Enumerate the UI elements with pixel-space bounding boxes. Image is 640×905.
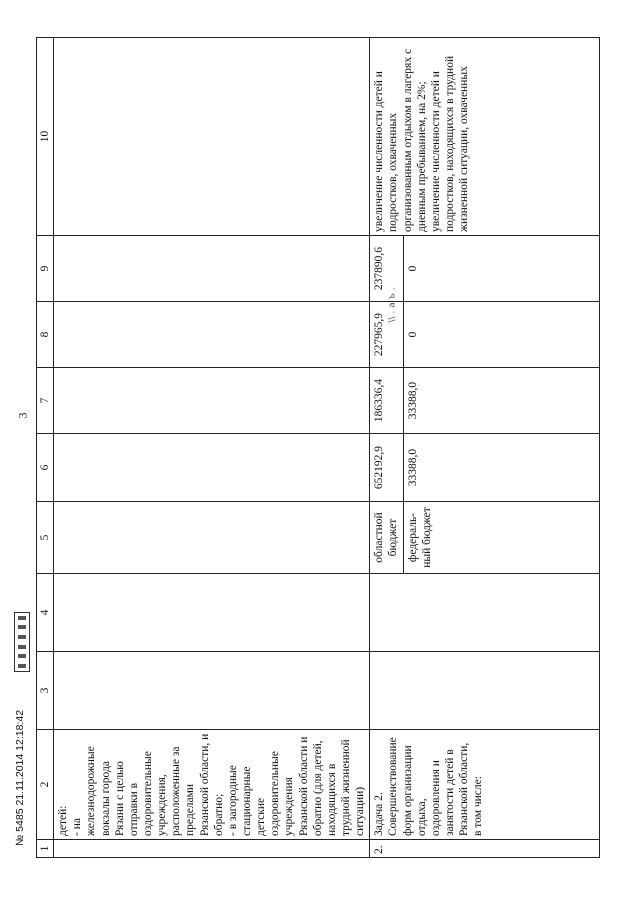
- header-col-2: 2: [37, 730, 54, 840]
- table-row: [370, 38, 403, 858]
- page-number: 3: [15, 412, 30, 419]
- doc-datetime: 21.11.2014 12:18:42: [14, 709, 26, 806]
- regional-col-6: 652192,9: [370, 434, 403, 502]
- source-federal: федераль- ный бюджет: [403, 502, 599, 574]
- header-col-1: 1: [37, 840, 54, 858]
- header-col-3: 3: [37, 652, 54, 730]
- row1-cell-10: [54, 38, 370, 236]
- federal-col-6: 33388,0: [403, 434, 599, 502]
- federal-col-7: 33388,0: [403, 368, 599, 434]
- row2-num: 2.: [370, 840, 600, 858]
- row2-description: Задача 2. Совершенствование форм организации отдыха, оздоровления и занятости детей в Рязанской области, в том числе:: [370, 730, 600, 840]
- header-col-5: 5: [37, 502, 54, 574]
- row1-description: детей: - на железнодорожные вокзалы города Рязани с целью отправки в оздоровительные учреждения, расположенные за пределами Рязанской области, и обратно; - в загородные стационарные детские оздоровительные учреждения Рязанской области и обратно (для детей, находящихся в трудной жизненной ситуации): [54, 730, 370, 840]
- table-rotated: [36, 38, 600, 858]
- doc-number: № 5485: [14, 808, 26, 846]
- row2-cell-3: [370, 652, 600, 730]
- federal-col-9: 0: [403, 236, 599, 302]
- row2-result: увеличение численности детей и подростков, охваченных организованным отдыхом в лагерях с дневным пребыванием, на 2%; увеличение численности детей и подростков, находящихся в трудной жизненной ситуации, охваченных: [370, 38, 600, 236]
- federal-col-8: 0: [403, 302, 599, 368]
- row1-cell-9: [54, 236, 370, 302]
- header-col-8: 8: [37, 302, 54, 368]
- row1-num: [54, 840, 370, 858]
- header-col-9: 9: [37, 236, 54, 302]
- row2-cell-4: [370, 574, 600, 652]
- pen-marks: \\ . a ъ .: [387, 287, 398, 323]
- program-table: [36, 37, 600, 858]
- header-col-6: 6: [37, 434, 54, 502]
- registration-footer: [14, 526, 26, 846]
- row1-cell-5: [54, 502, 370, 574]
- regional-col-9: 237890,6: [370, 236, 403, 302]
- header-col-10: 10: [37, 38, 54, 236]
- source-regional: областной бюджет: [370, 502, 403, 574]
- row1-cell-3: [54, 652, 370, 730]
- regional-col-7: 186336,4: [370, 368, 403, 434]
- regional-col-8: 227965,9: [370, 302, 403, 368]
- header-col-4: 4: [37, 574, 54, 652]
- row1-cell-6: [54, 434, 370, 502]
- table-row: [54, 38, 370, 858]
- row1-cell-7: [54, 368, 370, 434]
- row1-cell-4: [54, 574, 370, 652]
- header-col-7: 7: [37, 368, 54, 434]
- header-row: [37, 38, 54, 858]
- row1-cell-8: [54, 302, 370, 368]
- table-frame: [36, 38, 600, 858]
